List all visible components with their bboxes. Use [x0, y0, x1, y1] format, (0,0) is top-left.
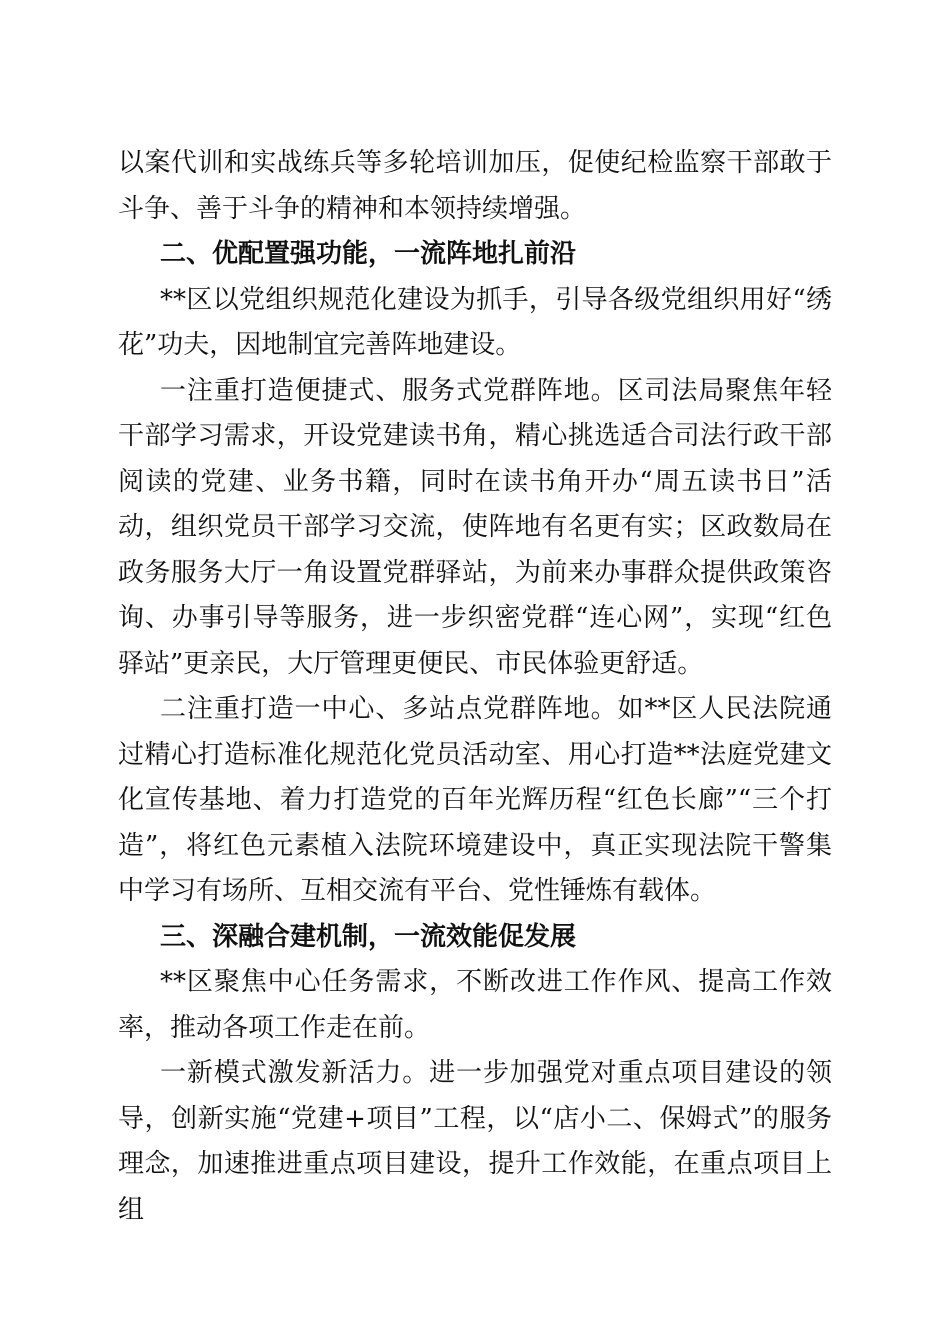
section-heading-2: 二、优配置强功能，一流阵地扎前沿	[160, 239, 577, 269]
paragraph: 一新模式激发新活力。进一步加强党对重点项目建设的领导，创新实施“党建+项目”工程，以“店小二、保姆式”的服务理念，加速推进重点项目建设，提升工作效能，在重点项目上组	[118, 1058, 832, 1225]
paragraph: 一注重打造便捷式、服务式党群阵地。区司法局聚焦年轻干部学习需求，开设党建读书角，精心挑选适合司法行政干部阅读的党建、业务书籍，同时在读书角开办“周五读书日”活动，组织党员干部学习交流，使阵地有名更有实；区政数局在政务服务大厅一角设置党群驿站，为前来办事群众提供政策咨询、办事引导等服务，进一步织密党群“连心网”，实现“红色驿站”更亲民，大厅管理更便民、市民体验更舒适。	[118, 375, 832, 679]
paragraph: 二注重打造一中心、多站点党群阵地。如**区人民法院通过精心打造标准化规范化党员活动室、用心打造**法庭党建文化宣传基地、着力打造党的百年光辉历程“红色长廊”“三个打造”，将红色元素植入法院环境建设中，真正实现法院干警集中学习有场所、互相交流有平台、党性锤炼有载体。	[118, 694, 832, 906]
paragraph-continued: 以案代训和实战练兵等多轮培训加压，促使纪检监察干部敢于斗争、善于斗争的精神和本领持续增强。	[118, 148, 832, 224]
paragraph: **区以党组织规范化建设为抓手，引导各级党组织用好“绣花”功夫，因地制宜完善阵地建设。	[118, 284, 832, 360]
section-heading-3: 三、深融合建机制，一流效能促发展	[160, 921, 577, 952]
document-body	[118, 141, 832, 1233]
paragraph: **区聚焦中心任务需求，不断改进工作作风、提高工作效率，推动各项工作走在前。	[118, 967, 832, 1043]
